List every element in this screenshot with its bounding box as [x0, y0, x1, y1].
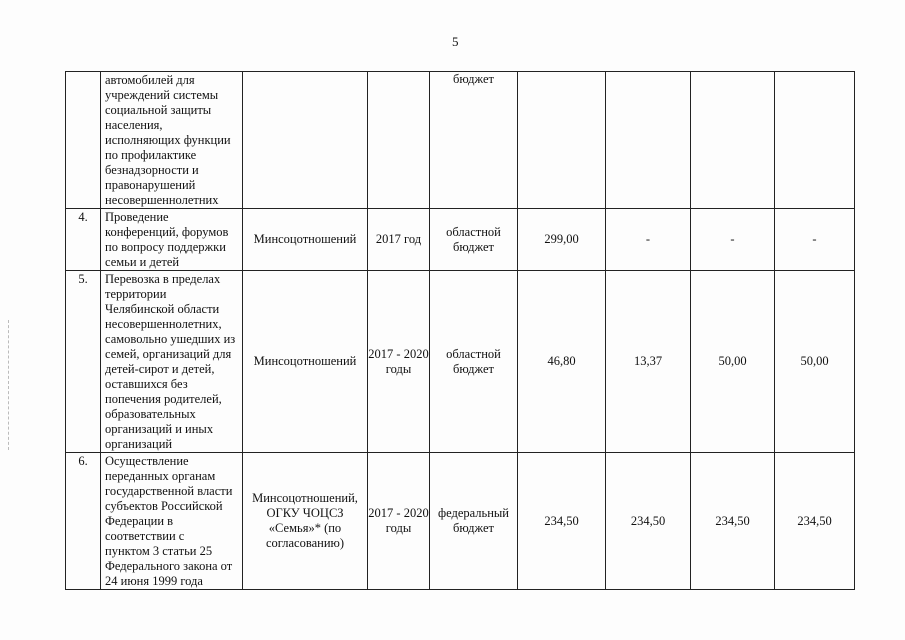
executor-cell: Минсоцотношений, ОГКУ ЧОЦСЗ «Семья»* (по согласованию) — [243, 453, 368, 590]
value-cell-3 — [691, 72, 775, 209]
source-cell: областной бюджет — [430, 209, 518, 271]
scan-edge-mark — [8, 320, 10, 450]
value-cell-4: 234,50 — [775, 453, 855, 590]
period-cell: 2017 - 2020 годы — [368, 271, 430, 453]
value-cell-2 — [606, 72, 691, 209]
measure-description: Проведение конференций, форумов по вопросу поддержки семьи и детей — [101, 209, 243, 271]
value-cell-1: 234,50 — [518, 453, 606, 590]
row-number: 4. — [66, 209, 101, 271]
value-cell-2: 234,50 — [606, 453, 691, 590]
table-row — [66, 209, 855, 271]
value-cell-3: 50,00 — [691, 271, 775, 453]
source-cell: областной бюджет — [430, 271, 518, 453]
executor-cell: Минсоцотношений — [243, 271, 368, 453]
value-cell-3: - — [691, 209, 775, 271]
measure-description: Перевозка в пределах территории Челябинской области несовершеннолетних, самовольно ушедших из семей, организаций для детей-сирот и детей, оставшихся без попечения родителей, образовательных организаций и иных организаций — [101, 271, 243, 453]
value-cell-4 — [775, 72, 855, 209]
period-cell — [368, 72, 430, 209]
value-cell-1: 299,00 — [518, 209, 606, 271]
value-cell-4: - — [775, 209, 855, 271]
measure-description: автомобилей для учреждений системы социальной защиты населения, исполняющих функции по профилактике безнадзорности и правонарушений несовершеннолетних — [101, 72, 243, 209]
budget-table — [65, 71, 855, 590]
source-cell: федеральный бюджет — [430, 453, 518, 590]
row-number — [66, 72, 101, 209]
value-cell-3: 234,50 — [691, 453, 775, 590]
table-row — [66, 271, 855, 453]
value-cell-1 — [518, 72, 606, 209]
period-cell: 2017 год — [368, 209, 430, 271]
value-cell-2: - — [606, 209, 691, 271]
value-cell-4: 50,00 — [775, 271, 855, 453]
table-row — [66, 453, 855, 590]
value-cell-1: 46,80 — [518, 271, 606, 453]
page-number: 5 — [452, 34, 459, 49]
row-number: 6. — [66, 453, 101, 590]
measure-description: Осуществление переданных органам государственной власти субъектов Российской Федерации в соответствии с пунктом 3 статьи 25 Федерального закона от 24 июня 1999 года — [101, 453, 243, 590]
period-cell: 2017 - 2020 годы — [368, 453, 430, 590]
row-number: 5. — [66, 271, 101, 453]
value-cell-2: 13,37 — [606, 271, 691, 453]
executor-cell — [243, 72, 368, 209]
table-row — [66, 72, 855, 209]
source-cell: бюджет — [430, 72, 518, 209]
executor-cell: Минсоцотношений — [243, 209, 368, 271]
